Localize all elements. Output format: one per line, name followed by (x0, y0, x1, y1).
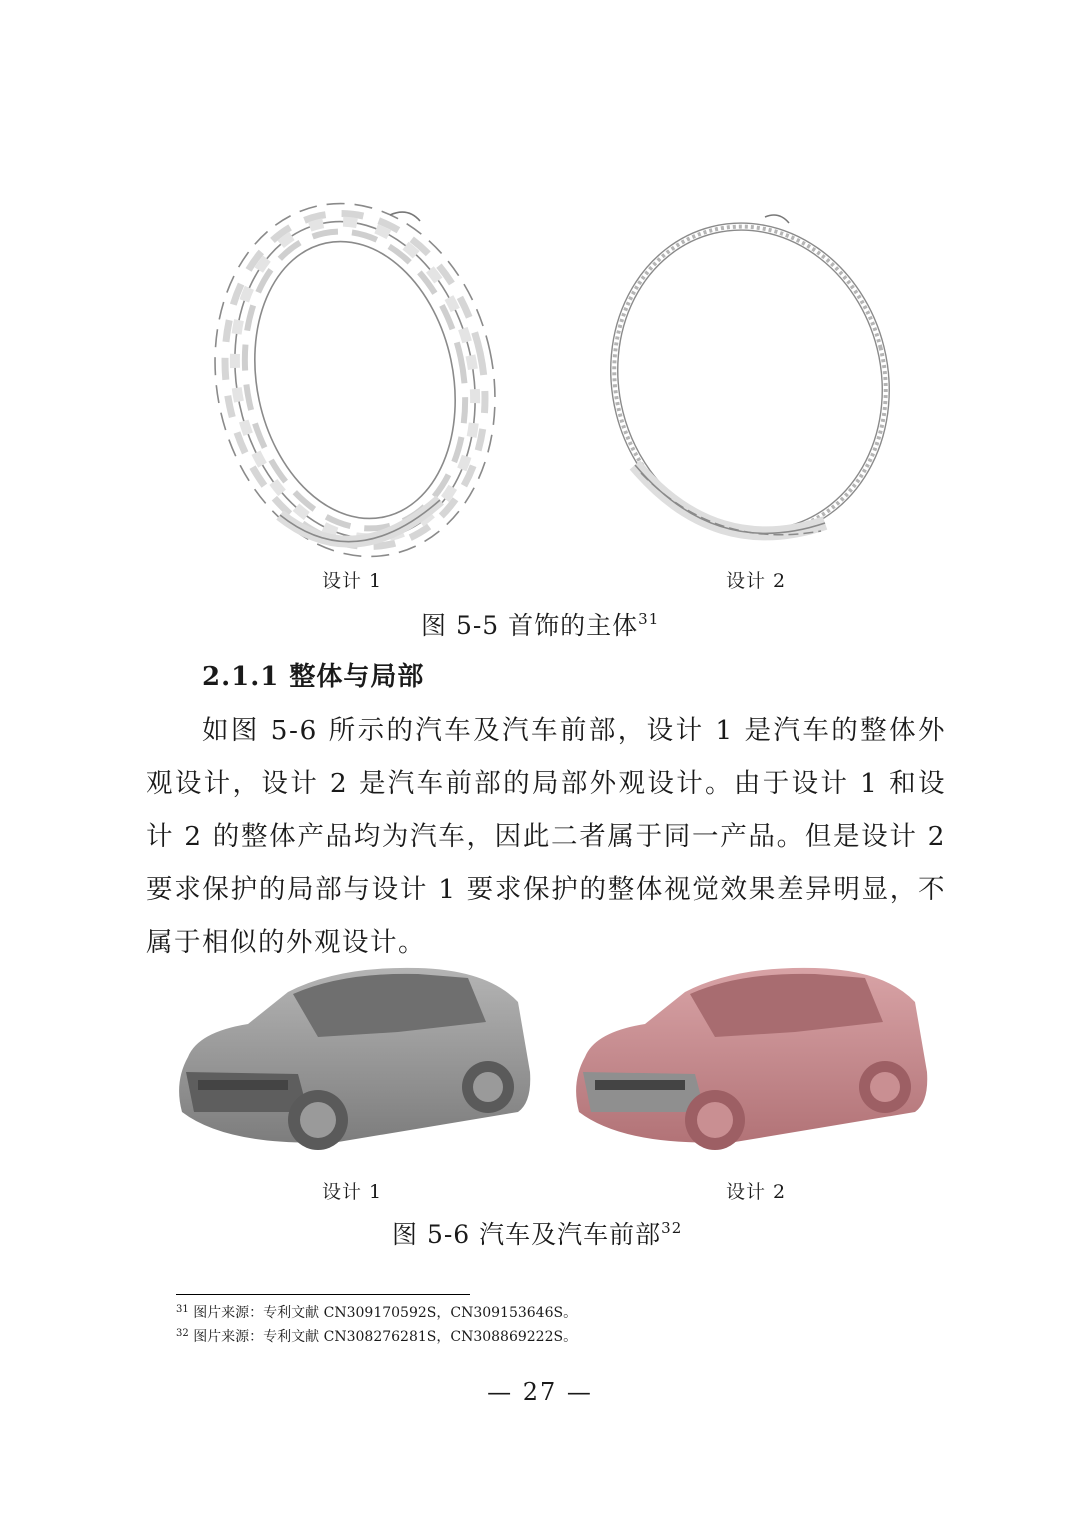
figure-5-5-caption-text: 图 5-5 首饰的主体 (421, 611, 639, 640)
figure-5-6-label-design-2: 设计 2 (726, 1181, 787, 1203)
footnote-32-number: 32 (176, 1328, 189, 1339)
footnote-31 (176, 1302, 577, 1322)
section-paragraph: 如图 5-6 所示的汽车及汽车前部，设计 1 是汽车的整体外观设计，设计 2 是汽车前部的局部外观设计。由于设计 1 和设计 2 的整体产品均为汽车，因此二者属于同一产品。但是设计 2 要求保护的局部与设计 1 要求保护的整体视觉效果差异明显，不属于相似的外观设计。 (146, 715, 946, 958)
footnote-ref-32: 32 (661, 1219, 683, 1237)
figure-5-6-caption-text: 图 5-6 汽车及汽车前部 (392, 1220, 662, 1249)
section-heading: 2.1.1 整体与局部 (202, 662, 425, 692)
car-design-2-image (565, 962, 935, 1162)
necklace-design-2-image (595, 205, 905, 565)
figure-5-5-label-design-2: 设计 2 (726, 570, 787, 592)
page-number: — 27 — (487, 1378, 593, 1406)
footnote-32-text: 图片来源：专利文献 CN308276281S，CN308869222S。 (193, 1329, 578, 1345)
figure-5-6-label-design-1: 设计 1 (322, 1181, 383, 1203)
footnote-31-text: 图片来源：专利文献 CN309170592S，CN309153646S。 (193, 1305, 578, 1321)
figure-5-5-label-design-1: 设计 1 (322, 570, 383, 592)
footnote-32 (176, 1326, 577, 1346)
necklace-design-1-image (200, 195, 510, 565)
footnote-divider (176, 1294, 470, 1295)
footnote-31-number: 31 (176, 1304, 189, 1315)
footnote-ref-31: 31 (638, 610, 660, 628)
figure-5-6-caption (392, 1215, 682, 1251)
car-design-1-image (168, 962, 538, 1162)
figure-5-5-caption (421, 606, 659, 642)
